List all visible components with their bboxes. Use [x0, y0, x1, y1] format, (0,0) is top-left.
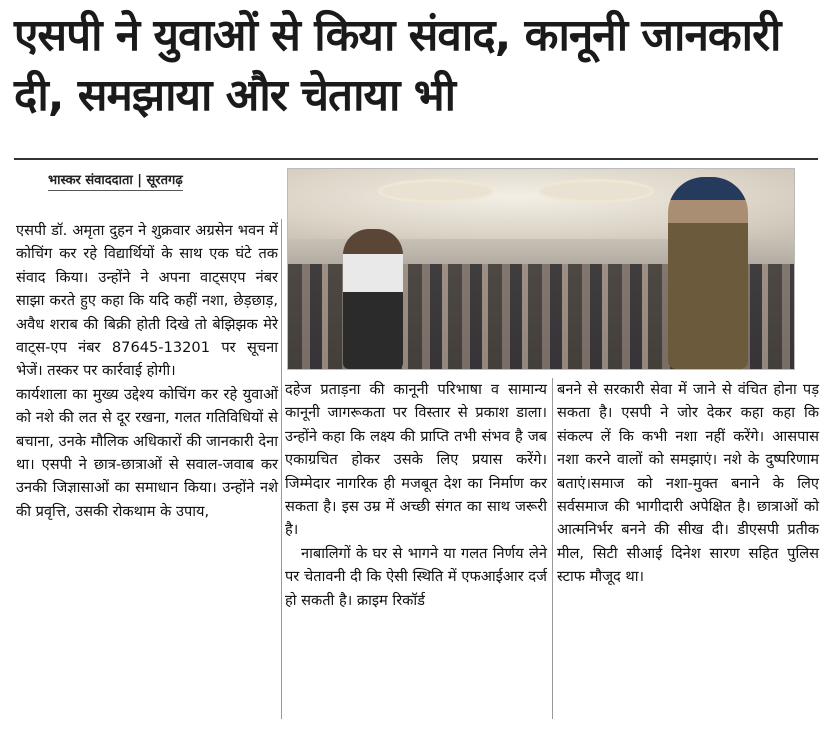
paragraph: कार्यशाला का मुख्य उद्देश्य कोचिंग कर रहे युवाओं को नशे की लत से दूर रखना, गलत गतिविधियों से बचाना, उनके मौलिक अधिकारों की जानकारी देना था। एसपी ने छात्र-छात्राओं से सवाल-जवाब कर उनकी जिज्ञासाओं का समाधान किया। उन्होंने नशे की प्रवृत्ति, उसकी रोकथाम के उपाय,	[16, 385, 278, 520]
news-photo	[287, 168, 795, 370]
photo-chandelier	[378, 179, 494, 203]
column-divider	[281, 219, 282, 719]
column-divider	[552, 378, 553, 719]
photo-chandelier	[538, 179, 654, 203]
headline-rule	[14, 158, 818, 160]
photo-student-standing	[343, 229, 403, 369]
paragraph: बनने से सरकारी सेवा में जाने से वंचित होना पड़ सकता है। एसपी ने जोर देकर कहा कहा कि संकल्प लें कि कभी नशा नहीं करेंगे। आसपास नशा करने वालों को समझाएं। नशे के दुष्परिणाम बताएं।समाज को नशा-मुक्त बनाने के लिए सर्वसमाज की भागीदारी अपेक्षित है। छात्राओं को आत्मनिर्भर बनने की सीख दी। डीएसपी प्रतीक मील, सिटी सीआई दिनेश सारण सहित पुलिस स्टाफ मौजूद था।	[557, 381, 819, 586]
article-column-1	[16, 219, 278, 523]
photo-police-officer	[668, 177, 748, 369]
paragraph: नाबालिगों के घर से भागने या गलत निर्णय लेने पर चेतावनी दी कि ऐसी स्थिति में एफआईआर दर्ज हो सकती है। क्राइम रिकॉर्ड	[285, 544, 547, 609]
paragraph: एसपी डॉ. अमृता दुहन ने शुक्रवार अग्रसेन भवन में कोचिंग कर रहे विद्यार्थियों के साथ एक घंटे तक संवाद किया। उन्होंने ने अपना वाट्सएप नंबर साझा करते हुए कहा कि यदि कहीं नशा, छेड़छाड़, अवैध शराब की बिक्री होती दिखे तो बेझिझक मेरे वाट्स-एप नंबर 87645-13201 पर सूचना भेजें। तस्कर पर कार्रवाई होगी।	[16, 222, 278, 380]
article-column-2	[285, 378, 547, 612]
paragraph: दहेज प्रताड़ना की कानूनी परिभाषा व सामान्य कानूनी जागरूकता पर विस्तार से प्रकाश डाला। उन्होंने कहा कि लक्ष्य की प्राप्ति तभी संभव है जब एकाग्रचित होकर उसके लिए प्रयास करेंगे। जिम्मेदार नागरिक ही मजबूत देश का निर्माण कर सकता है। इस उम्र में अच्छी संगत का साथ जरूरी है।	[285, 381, 547, 539]
byline: भास्कर संवाददाता | सूरतगढ़	[48, 170, 183, 191]
headline: एसपी ने युवाओं से किया संवाद, कानूनी जानकारी दी, समझाया और चेताया भी	[14, 10, 781, 121]
article-column-3	[557, 378, 819, 589]
